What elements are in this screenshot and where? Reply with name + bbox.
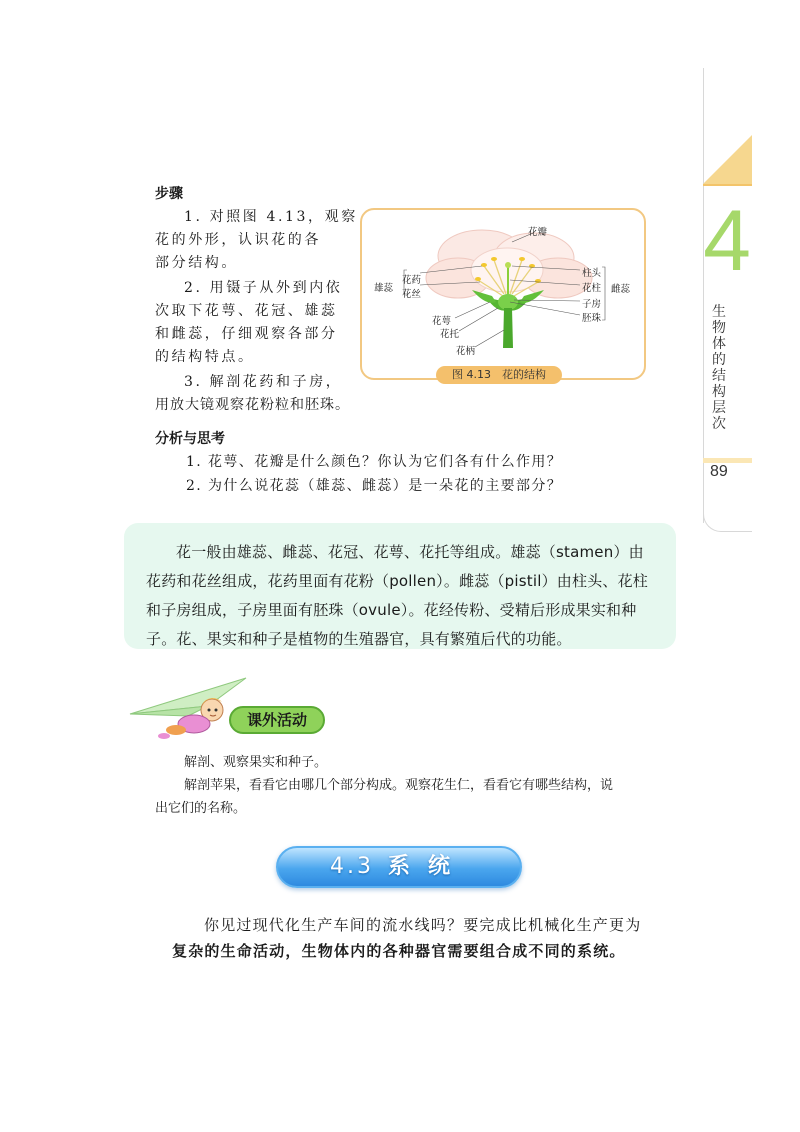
label-filament: 花丝 bbox=[402, 289, 422, 300]
activity-line-1: 解剖、观察果实和种子。 bbox=[184, 755, 328, 770]
label-receptacle: 花托 bbox=[440, 329, 460, 340]
label-pedicel: 花柄 bbox=[456, 346, 476, 357]
label-stamen-group: 雄蕊 bbox=[374, 283, 394, 294]
chapter-title: 生 物 体 的 结 构 层 次 bbox=[712, 304, 726, 432]
summary-line-4: 子。花、果实和种子是植物的生殖器官，具有繁殖后代的功能。 bbox=[146, 630, 572, 648]
page-number: 89 bbox=[710, 463, 728, 480]
section-title: 系统 bbox=[387, 854, 468, 879]
label-style: 花柱 bbox=[582, 283, 602, 294]
glider-kid-illustration bbox=[128, 676, 248, 742]
steps-line-6: 和雌蕊，仔细观察各部分 bbox=[155, 326, 338, 342]
steps-line-8: 3. 解剖花药和子房， bbox=[184, 374, 343, 390]
flower-figure bbox=[360, 208, 646, 380]
intro-line-1: 你见过现代化生产车间的流水线吗？要完成比机械化生产更为 bbox=[204, 916, 642, 934]
steps-line-5: 次取下花萼、花冠、雄蕊 bbox=[155, 303, 338, 319]
section-banner bbox=[276, 846, 522, 888]
steps-line-7: 的结构特点。 bbox=[155, 349, 255, 365]
steps-line-4: 2. 用镊子从外到内依 bbox=[184, 280, 343, 296]
steps-line-9: 用放大镜观察花粉粒和胚珠。 bbox=[155, 397, 350, 413]
summary-line-2: 花药和花丝组成，花药里面有花粉（pollen）。雌蕊（pistil）由柱头、花柱 bbox=[146, 572, 648, 590]
analysis-heading: 分析与思考 bbox=[155, 431, 225, 447]
steps-line-2: 花的外形，认识花的各 bbox=[155, 232, 321, 248]
label-sepal: 花萼 bbox=[432, 316, 452, 327]
section-number: 4.3 bbox=[329, 854, 374, 879]
steps-heading: 步骤 bbox=[155, 186, 183, 202]
chapter-corner-triangle bbox=[703, 135, 752, 184]
activity-line-3: 出它们的名称。 bbox=[155, 801, 247, 816]
label-pistil-group: 雌蕊 bbox=[611, 284, 631, 295]
steps-line-3: 部分结构。 bbox=[155, 255, 238, 271]
analysis-question-1: 1. 花萼、花瓣是什么颜色？你认为它们各有什么作用？ bbox=[186, 454, 563, 470]
label-ovary: 子房 bbox=[582, 299, 602, 310]
label-anther: 花药 bbox=[402, 275, 422, 286]
analysis-question-2: 2. 为什么说花蕊（雄蕊、雌蕊）是一朵花的主要部分？ bbox=[186, 478, 563, 494]
steps-line-1: 1. 对照图 4.13，观察 bbox=[184, 209, 358, 225]
margin-rule-corner bbox=[703, 505, 752, 532]
activity-line-2: 解剖苹果，看看它由哪几个部分构成。观察花生仁，看看它有哪些结构，说 bbox=[184, 778, 614, 793]
summary-text bbox=[146, 538, 666, 654]
summary-line-1: 花一般由雄蕊、雌蕊、花冠、花萼、花托等组成。雄蕊（stamen）由 bbox=[176, 543, 644, 561]
chapter-number: 4 bbox=[703, 193, 751, 289]
label-ovule: 胚珠 bbox=[582, 313, 602, 324]
figure-caption: 图 4.13 花的结构 bbox=[436, 366, 562, 384]
summary-line-3: 和子房组成，子房里面有胚珠（ovule）。花经传粉、受精后形成果实和种 bbox=[146, 601, 637, 619]
activity-title: 课外活动 bbox=[229, 706, 325, 734]
chapter-corner-bar bbox=[703, 184, 752, 186]
label-petal: 花瓣 bbox=[528, 227, 548, 238]
label-stigma: 柱头 bbox=[582, 268, 602, 279]
intro-line-2: 复杂的生命活动，生物体内的各种器官需要组合成不同的系统。 bbox=[172, 942, 626, 960]
